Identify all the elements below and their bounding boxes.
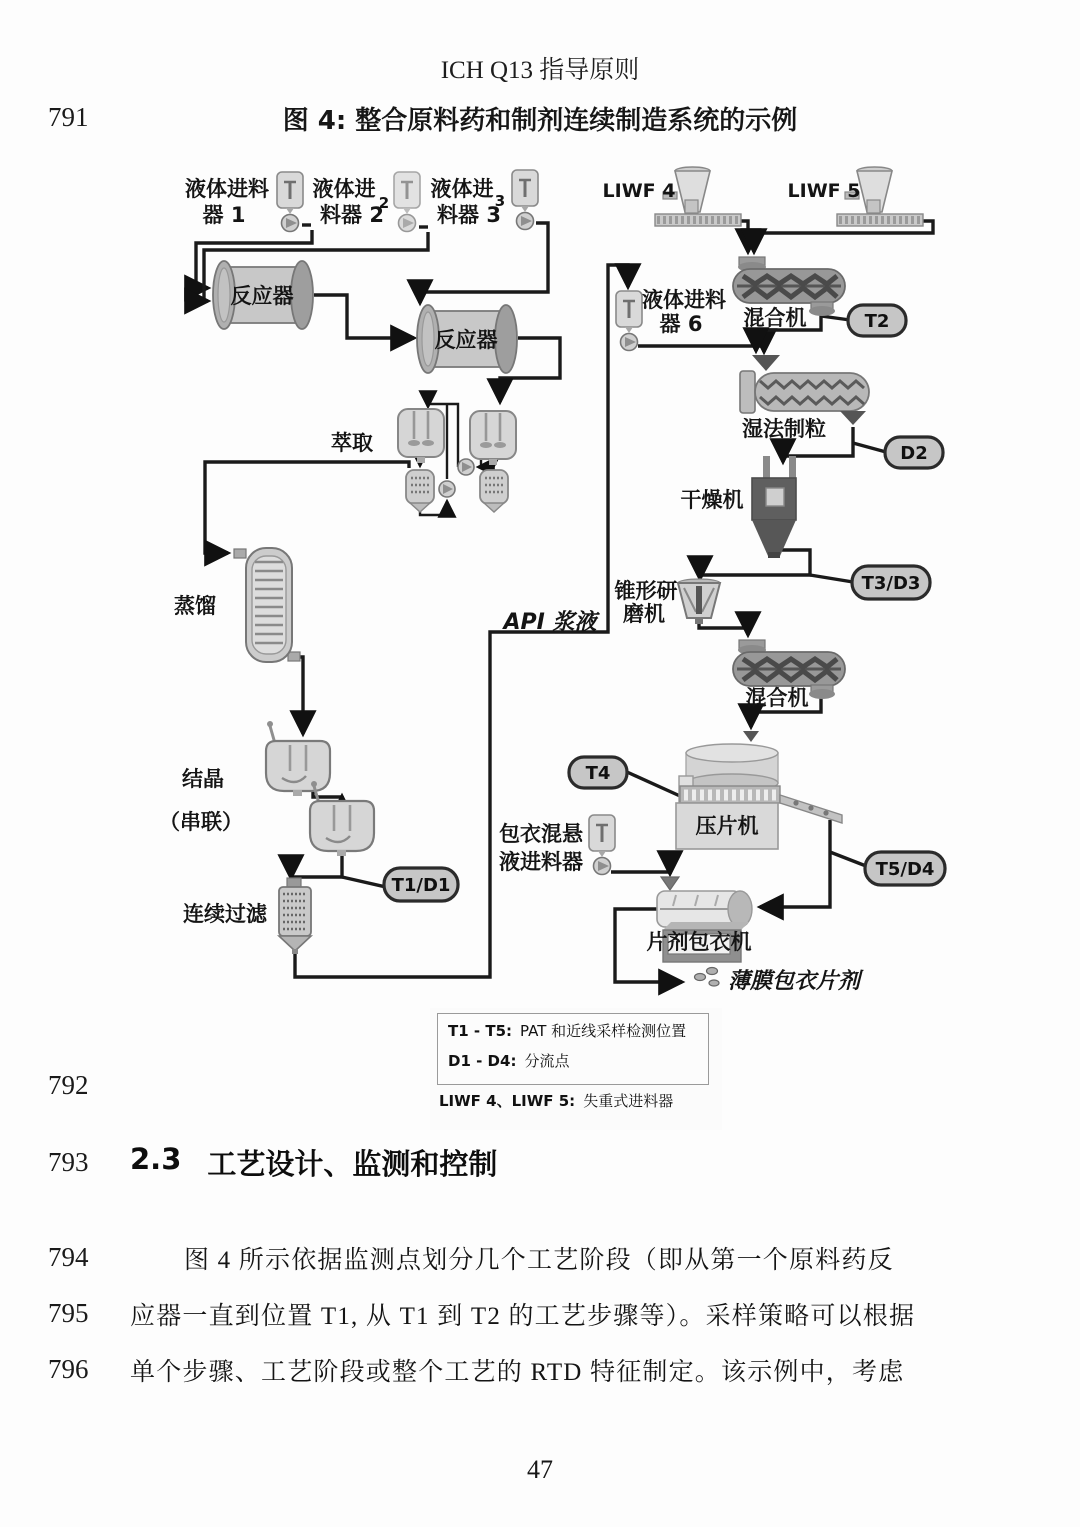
svg-text:T2: T2	[864, 311, 890, 332]
label-feeder-2-superscript: 2	[378, 194, 390, 212]
line-number-791: 791	[48, 102, 89, 132]
label-continuous-filtration: 连续过滤	[183, 902, 267, 926]
label-liwf4: LIWF 4	[602, 180, 676, 202]
label-dryer: 干燥机	[680, 488, 744, 512]
label-tablet-coater: 片剂包衣机	[646, 930, 752, 954]
badge-t1d1	[384, 868, 458, 901]
legend-key-liwf: LIWF 4、LIWF 5:	[439, 1092, 576, 1110]
badge-t4	[569, 757, 627, 788]
label-reactor-2: 反应器	[434, 328, 498, 352]
legend-box	[437, 1013, 709, 1085]
label-liwf5: LIWF 5	[787, 180, 861, 202]
label-cone-mill-line2: 磨机	[623, 602, 665, 626]
film-coated-tablets-icon	[695, 968, 720, 987]
line-number-796: 796	[48, 1354, 89, 1384]
label-liquid-feeder-1-line2: 器 1	[202, 203, 246, 227]
label-liquid-feeder-2-line1: 液体进	[312, 177, 376, 201]
label-mixer-2: 混合机	[745, 686, 809, 710]
svg-text:T4: T4	[585, 763, 611, 784]
liquid-feeder-6-icon	[616, 291, 642, 351]
crystallizer-2-icon	[310, 781, 374, 856]
badge-t3d3	[852, 566, 930, 599]
legend-key-d: D1 - D4:	[448, 1052, 517, 1070]
label-film-coated-tablets: 薄膜包衣片剂	[728, 969, 861, 994]
label-cone-mill-line1: 锥形研	[614, 579, 678, 603]
wet-granulator-icon	[740, 355, 869, 425]
label-feeder-3-superscript: 3	[494, 192, 506, 210]
extraction-settler-1-icon	[406, 470, 434, 512]
line-number-795: 795	[48, 1298, 89, 1328]
label-tablet-press: 压片机	[695, 814, 759, 838]
badge-t2	[848, 305, 906, 336]
extraction-settler-2-icon	[480, 470, 508, 512]
svg-text:D2: D2	[900, 443, 928, 464]
label-api-slurry: API 浆液	[503, 610, 597, 635]
svg-text:T1/D1: T1/D1	[391, 875, 451, 896]
label-liquid-feeder-6-line2: 器 6	[659, 312, 703, 336]
badge-d2	[885, 437, 943, 468]
line-number-793: 793	[48, 1147, 89, 1177]
page-number: 47	[527, 1455, 553, 1484]
figure-legend	[430, 1008, 722, 1130]
crystallizer-1-icon	[266, 721, 330, 796]
section-heading	[130, 1142, 497, 1183]
svg-text:T3/D3: T3/D3	[861, 573, 921, 594]
badge-t5d4	[865, 852, 945, 885]
section-number: 2.3	[130, 1142, 182, 1176]
continuous-filter-icon	[279, 878, 311, 954]
liquid-feeder-2-icon	[394, 172, 420, 232]
line-number-792: 792	[48, 1070, 89, 1100]
label-reactor-1: 反应器	[230, 284, 294, 308]
legend-row-t	[448, 1020, 698, 1041]
label-distillation: 蒸馏	[174, 594, 216, 618]
legend-desc-liwf: 失重式进料器	[583, 1092, 674, 1110]
label-crystallization-line2: （串联）	[159, 810, 243, 834]
label-liquid-feeder-3-line1: 液体进	[430, 177, 494, 201]
paragraph-line-796: 单个步骤、工艺阶段或整个工艺的 RTD 特征制定。该示例中，考虑	[130, 1359, 905, 1386]
extraction-pump-1-icon	[439, 481, 455, 497]
dryer-icon	[752, 456, 796, 558]
label-coating-feeder-line2: 液进料器	[499, 850, 583, 874]
label-extraction: 萃取	[331, 431, 373, 455]
line-number-794: 794	[48, 1242, 89, 1272]
distillation-column-icon	[234, 548, 300, 662]
figure-caption: 图 4: 整合原料药和制剂连续制造系统的示例	[282, 106, 798, 136]
legend-desc-t: PAT 和近线采样检测位置	[520, 1022, 687, 1040]
coating-suspension-feeder-icon	[589, 815, 615, 875]
label-liquid-feeder-1-line1: 液体进料	[185, 177, 269, 201]
paragraph-line-795: 应器一直到位置 T1, 从 T1 到 T2 的工艺步骤等）。采样策略可以根据	[130, 1303, 916, 1330]
extraction-pump-2-icon	[458, 459, 474, 475]
legend-row-liwf	[439, 1090, 673, 1111]
label-liquid-feeder-2-line2: 料器 2	[320, 203, 384, 227]
liquid-feeder-3-icon	[512, 170, 538, 230]
label-liquid-feeder-6-line1: 液体进料	[642, 288, 726, 312]
liquid-feeder-1-icon	[277, 172, 303, 232]
extraction-vessel-1-icon	[398, 409, 444, 463]
document-title: ICH Q13 指导原则	[440, 57, 640, 84]
legend-row-d	[448, 1050, 698, 1071]
legend-key-t: T1 - T5:	[448, 1022, 513, 1040]
label-coating-feeder-line1: 包衣混悬	[499, 822, 583, 846]
legend-desc-d: 分流点	[524, 1052, 570, 1070]
extraction-vessel-2-icon	[470, 411, 516, 465]
cone-mill-icon	[678, 579, 720, 624]
label-liquid-feeder-3-line2: 料器 3	[437, 203, 501, 227]
section-title: 工艺设计、监测和控制	[207, 1147, 498, 1181]
paragraph-line-794: 图 4 所示依据监测点划分几个工艺阶段（即从第一个原料药反	[184, 1247, 894, 1274]
label-crystallization-line1: 结晶	[182, 767, 224, 791]
label-mixer-1: 混合机	[743, 306, 807, 330]
label-wet-granulation: 湿法制粒	[742, 417, 826, 441]
svg-text:T5/D4: T5/D4	[875, 859, 935, 880]
